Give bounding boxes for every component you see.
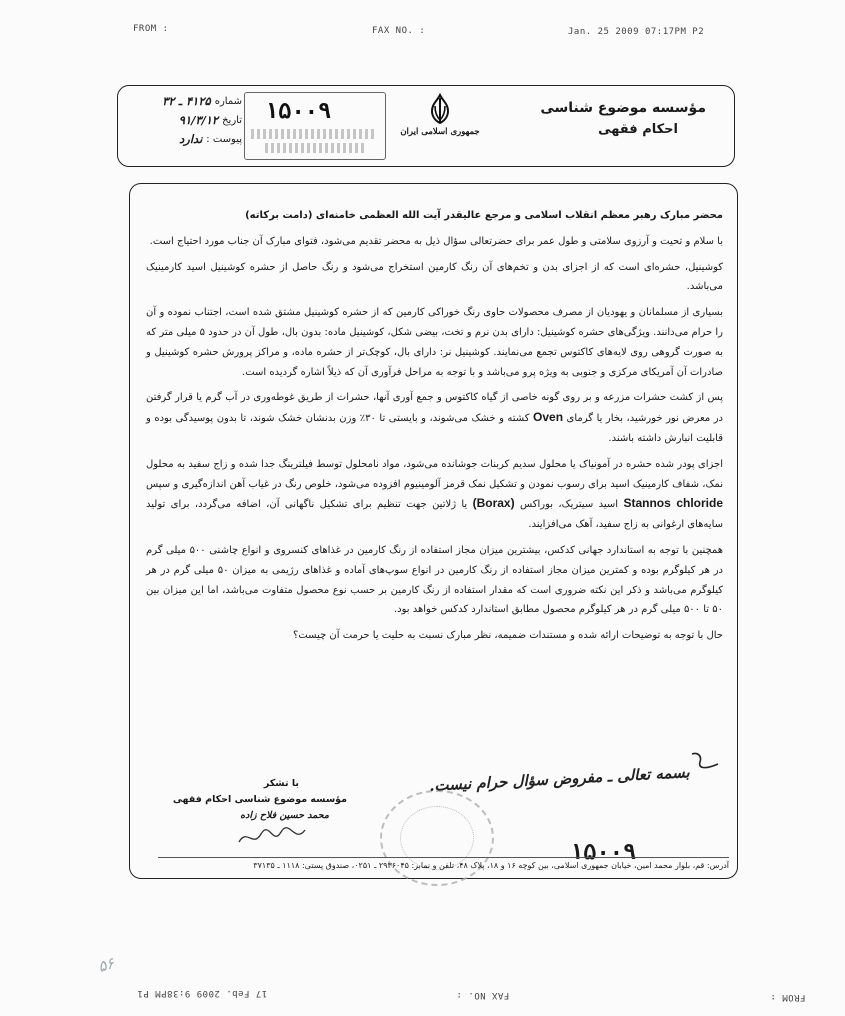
handwritten-ruling bbox=[428, 750, 730, 820]
institute-department: احکام فقهی bbox=[598, 122, 678, 137]
paragraph-characteristics: بسیاری از مسلمانان و یهودیان از مصرف محصولات حاوی رنگ خوراکی کارمین که از حشره کوشینیل مشتق شده است، اجتناب نموده و آن را حرام می‌دانند. ویژگی‌های حشره کوشینیل: دارای بدن نرم و تخت، بیضی شکل، کوشینیل ماده: بدون بال، طول آن در حدود ۵ میلی متر که به صورت گروهی روی لایه‌های کاکتوس تجمع می‌نمایند. کوشینیل نر: دارای بال، کوچک‌تر از حشره ماده، و مراکز پرورش حشره کوشینیل و صادرات آن آمریکای مرکزی و جنوبی به ویژه پرو می‌باشد و با توجه به مراحل فرآوری آن که ذیلاً اشاره گردیده است. bbox=[146, 307, 723, 378]
footer-address: آدرس: قم، بلوار محمد امین، خیابان جمهوری اسلامی، بین کوچه ۱۶ و ۱۸، پلاک ۴۸، تلفن و نمابر: ۲۹۳۶۰۴۵ ـ ۰۲۵۱، صندوق پستی: ۱۱۱۸ ـ ۳۷۱۳۵ bbox=[158, 857, 729, 870]
closing-organization: مؤسسه موضوع شناسی احکام فقهی bbox=[172, 794, 347, 805]
question-line: حال با توجه به توضیحات ارائه شده و مستندات ضمیمه، نظر مبارک نسبت به حلیت یا حرمت آن چیست؟ bbox=[293, 630, 723, 642]
meta-number-row bbox=[124, 92, 242, 111]
drying-text-start: پس از کشت حشرات مزرعه و بر روی گونه خاصی از گیاه کاکتوس و جمع آوری آنها، حشرات از طریق غوطه‌وری در آب گرم یا قرار گرفتن در معرض نور خورشید، بخار یا گرمای bbox=[146, 392, 723, 425]
meta-date-row bbox=[124, 111, 242, 130]
fax-footer-from-label: FROM : bbox=[770, 992, 806, 1002]
meta-date-label: تاریخ bbox=[222, 115, 242, 126]
fax-from-label: FROM : bbox=[133, 24, 169, 34]
processing-text-start: اجزای پودر شده حشره در آمونیاک یا محلول سدیم کربنات جوشانده می‌شود، مواد نامحلول توسط فیلترینگ جدا شده و زاج سفید به محلول نمک، شفاف کارمینیک اسید برای رسوب نمودن و تشکیل نمک قرمز آلومینیوم افزوده می‌شود، خلوص رنگ در غیاب آهن اندازه‌گیری و سپس bbox=[146, 458, 723, 490]
drying-text-end: کشته و خشک می‌شوند، و بایستی تا ۳۰٪ وزن بدنشان خشک شوند، تا بدون پوسیدگی بوده و قابلیت انبارش داشته باشند. bbox=[146, 413, 723, 444]
signature-scribble bbox=[237, 824, 307, 850]
meta-attachment-row bbox=[124, 130, 242, 149]
salutation: محضر مبارک رهبر معظم انقلاب اسلامی و مرجع عالیقدر آیت الله العظمی خامنه‌ای (دامت برکاته) bbox=[245, 210, 723, 221]
meta-date-value: ۹۱/۳/۱۲ bbox=[178, 113, 219, 127]
stamp-scribble bbox=[251, 129, 377, 139]
paragraph-processing bbox=[146, 455, 723, 535]
stamp-scribble bbox=[265, 143, 365, 153]
paragraph-standard: همچنین با توجه به استاندارد جهانی کدکس، بیشترین میزان مجاز استفاده از رنگ کارمین در غذاهای کنسروی و انواع چاشنی ۵۰۰ میلی گرم در هر کیلوگرم بوده و کمترین میزان مجاز استفاده از رنگ کارمین در انواع سوپ‌های آماده و غذاهای رژیمی به میزان ۵۰ میلی گرم در هر کیلوگرم می‌باشد و ذکر این نکته ضروری است که مقدار استفاده از رنگ کارمین بر حسب نوع محصول متفاوت می‌باشد، اما این میزان بین ۵۰ تا ۵۰۰ میلی گرم در هر کیلوگرم محصول مطابق استاندارد کدکس خواهد بود. bbox=[146, 544, 723, 616]
handwritten-mark bbox=[688, 750, 722, 774]
ruling-reference-number: ۱۵۰۰۹ bbox=[570, 840, 637, 865]
iran-emblem-icon bbox=[423, 92, 457, 126]
letterhead bbox=[117, 85, 735, 167]
oven-term: Oven bbox=[533, 410, 564, 425]
ruling-text: بسمه تعالی ـ مفروض سؤال حرام نیست. bbox=[428, 763, 691, 795]
registration-stamp-number: ۱۵۰۰۹ bbox=[265, 99, 332, 124]
meta-attachment-label: پیوست : bbox=[206, 134, 242, 145]
paragraph-definition: کوشینیل، حشره‌ای است که از اجزای بدن و تخم‌های آن رنگ کارمین استخراج می‌شود و رنگ حاصل از حشره کوشینیل اسید کارمینیک می‌باشد. bbox=[146, 261, 723, 293]
letter-text bbox=[146, 206, 723, 652]
meta-attachment-value: ندارد bbox=[179, 132, 203, 146]
registration-stamp bbox=[244, 92, 386, 160]
paragraph-greeting: با سلام و تحیت و آرزوی سلامتی و طول عمر برای حضرتعالی سؤال ذیل به محضر تقدیم می‌شود، فتوای مبارک آن جناب مورد احتیاج است. bbox=[149, 235, 723, 247]
closing-signer-name: محمد حسین فلاح زاده bbox=[240, 810, 329, 821]
institute-block bbox=[540, 100, 706, 137]
emblem-caption: جمهوری اسلامی ایران bbox=[400, 127, 480, 137]
stannos-chloride-term: Stannos chloride bbox=[623, 496, 723, 511]
closing-thanks: با تشکر bbox=[263, 778, 299, 789]
borax-term: (Borax) bbox=[472, 496, 515, 511]
fax-footer-timestamp: 17 Feb. 2009 9:38PM P1 bbox=[137, 988, 268, 998]
emblem bbox=[400, 92, 480, 137]
processing-text-end: یا ژلاتین جهت تنظیم برای تشکیل ناگهانی آن، اضافه می‌گردد، برای تولید سایه‌های ارغوانی به زاج سفید، آهک می‌افزایند. bbox=[146, 499, 723, 531]
meta-number-value: ۴۱۲۵ ـ ۳۲ bbox=[162, 94, 211, 108]
fax-number-label: FAX NO. : bbox=[372, 26, 426, 36]
processing-text-middle: اسید سیتریک، بوراکس bbox=[519, 499, 619, 511]
letter-body bbox=[129, 183, 738, 879]
letter-meta bbox=[124, 92, 242, 149]
signature-block bbox=[173, 776, 347, 824]
fax-footer-number-label: FAX NO. : bbox=[456, 990, 510, 1000]
margin-note: ۵۶ bbox=[95, 953, 117, 977]
institute-name: مؤسسه موضوع شناسی bbox=[540, 100, 706, 116]
paragraph-drying bbox=[146, 388, 723, 448]
meta-number-label: شماره bbox=[214, 96, 242, 107]
fax-timestamp: Jan. 25 2009 07:17PM P2 bbox=[568, 27, 705, 37]
